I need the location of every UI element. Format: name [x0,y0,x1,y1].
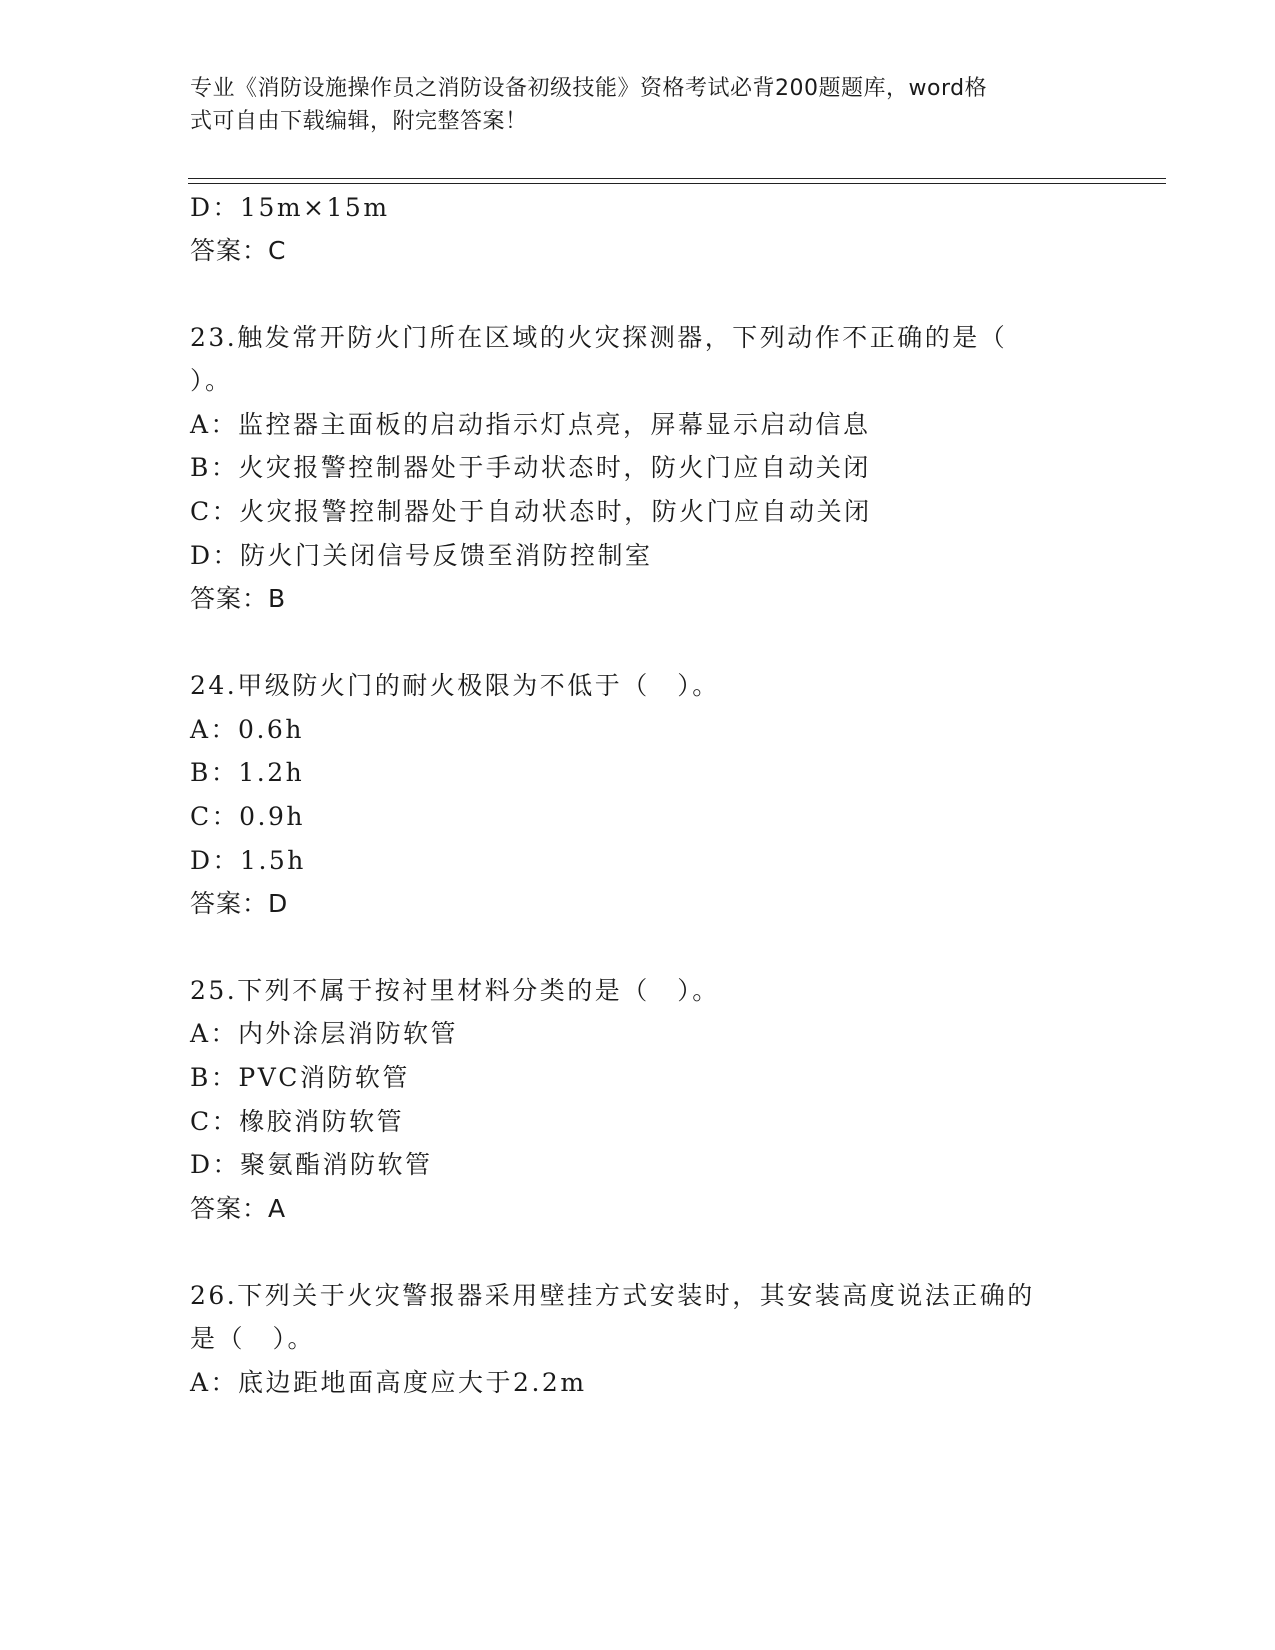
option-a: A：0.6h [190,715,304,744]
header-divider-bottom [188,183,1166,184]
option-c: C：0.9h [190,802,305,831]
option-a: A：底边距地面高度应大于2.2m [190,1368,587,1397]
option-d: D：防火门关闭信号反馈至消防控制室 [190,541,653,570]
option-d: D：1.5h [190,846,306,875]
option-b: B：PVC消防软管 [190,1063,410,1092]
option-b: B：1.2h [190,758,305,787]
document-title [190,72,1090,138]
option-d: D：聚氨酯消防软管 [190,1150,433,1179]
title-line-2: 式可自由下载编辑，附完整答案！ [190,109,528,134]
option-c: C：橡胶消防软管 [190,1107,405,1136]
question-stem-continued: ）。 [190,366,233,395]
title-line-1: 专业《消防设施操作员之消防设备初级技能》资格考试必背200题题库，word格 [190,76,988,101]
answer-label: 答案：B [190,584,287,613]
question-stem: 25.下列不属于按衬里材料分类的是（ ）。 [190,976,720,1005]
option-d: D：15m×15m [190,193,390,222]
question-stem-continued: 是（ ）。 [190,1324,316,1353]
option-c: C：火灾报警控制器处于自动状态时，防火门应自动关闭 [190,497,872,526]
header-divider-top [188,178,1166,179]
option-a: A：内外涂层消防软管 [190,1019,459,1048]
question-stem: 24.甲级防火门的耐火极限为不低于（ ）。 [190,671,720,700]
option-a: A：监控器主面板的启动指示灯点亮，屏幕显示启动信息 [190,410,871,439]
question-stem: 26.下列关于火灾警报器采用壁挂方式安装时，其安装高度说法正确的 [190,1281,1035,1310]
answer-label: 答案：C [190,236,287,265]
answer-label: 答案：A [190,1194,287,1223]
option-b: B：火灾报警控制器处于手动状态时，防火门应自动关闭 [190,453,871,482]
answer-label: 答案：D [190,889,289,918]
question-stem: 23.触发常开防火门所在区域的火灾探测器，下列动作不正确的是（ [190,323,1008,352]
